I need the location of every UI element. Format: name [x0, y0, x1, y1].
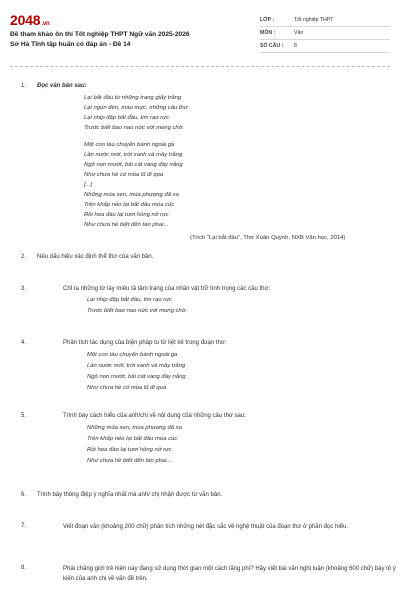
excerpt-line: Rồi hoa đào lại tươi hồng nở rực	[87, 447, 172, 453]
poem-line: Trên khắp nẻo lại bắt đầu mùa cúc	[84, 202, 175, 208]
question-text: Trình bày cách hiểu của anh/chị về nội dung của những câu thơ sau:	[63, 413, 246, 419]
question-text: Phân tích tác dụng của biện pháp tu từ liệt kê trong đoạn thơ:	[63, 340, 227, 346]
exam-meta	[260, 14, 390, 53]
poem-line: Trước biết bao nao nức với mong chờ.	[84, 125, 184, 131]
meta-key: LỚP :	[260, 17, 275, 23]
question-text: Chỉ ra những từ láy miêu tả tâm trạng của nhân vật trữ tình trong các câu thơ:	[63, 286, 271, 292]
excerpt-line: Ngõ non mướt, bãi cát vàng đầy nắng	[87, 374, 186, 380]
site-logo[interactable]	[10, 12, 49, 32]
excerpt-line: Lại nhịp đập bắt đầu, tim rạo rực	[87, 297, 172, 303]
excerpt-line: Lần nước mới, trời xanh và mây trắng	[87, 363, 186, 369]
question-number: 7.	[21, 523, 27, 529]
poem-line: Như chưa hề biết đến tàn phai...	[84, 222, 169, 228]
question-text: Phải chăng giới trẻ hiện nay đang sử dụng thời gian một cách lãng phí? Hãy viết bài văn nghị luận (khoảng 600 chữ) bày tỏ ý kiến của anh chị về vấn đề trên.	[63, 566, 396, 582]
meta-row-subject	[260, 27, 390, 40]
excerpt-line: Như chưa hề biết đến tàn phai...	[87, 458, 172, 464]
exam-title: Đề tham khảo ôn thi Tốt nghiệp THPT Ngữ văn 2025-2026	[10, 31, 190, 38]
question-text: Đọc văn bản sau:	[37, 83, 87, 89]
question-number: 8.	[21, 565, 27, 571]
poem-citation: (Trích "Lại bắt đầu", Thơ Xuân Quỳnh, NXB Văn học, 2014)	[190, 235, 346, 241]
question-number: 1.	[21, 83, 27, 89]
poem-line: Lại bắt đầu từ những trang giấy trắng	[84, 95, 182, 101]
poem-line: Như chưa hề có mùa lũ đi qua	[84, 172, 164, 178]
excerpt-line: Một con tàu chuyển bánh ngoài ga	[87, 352, 178, 358]
poem-line: Lại nhịp đập bắt đầu, tim rạo rực	[84, 115, 169, 121]
poem-line: Lại ngọn đèn, màu mực, những câu thơ	[84, 105, 188, 111]
meta-key: SỐ CÂU :	[260, 43, 284, 49]
excerpt-line: Những mùa sen, mùa phượng đã xa	[87, 425, 182, 431]
meta-row-count	[260, 40, 390, 53]
excerpt-line: Như chưa hề có mùa lũ đi qua	[87, 385, 167, 391]
excerpt-line: Trên khắp nẻo lại bắt đầu mùa cúc	[87, 436, 178, 442]
header-divider	[10, 66, 390, 67]
question-number: 4.	[21, 340, 27, 346]
poem-line: Một con tàu chuyển bánh ngoài ga	[84, 142, 175, 148]
meta-row-class	[260, 14, 390, 27]
question-number: 6.	[21, 492, 27, 498]
poem-line: [...]	[84, 182, 93, 188]
question-number: 5.	[21, 413, 27, 419]
logo-tld: .vn	[41, 21, 50, 27]
question-text: Viết đoạn văn (khoảng 200 chữ) phân tích những nét đặc sắc về nghệ thuật của đoạn thơ ở phần đọc hiểu.	[63, 524, 348, 530]
logo-main: 2048	[10, 12, 41, 28]
question-text: Trình bày thông điệp ý nghĩa nhất mà anh/ chị nhận được từ văn bản.	[37, 492, 223, 498]
meta-value: Văn	[294, 30, 304, 36]
question-text: Nêu dấu hiệu xác định thể thơ của văn bản.	[37, 254, 154, 260]
exam-subtitle: Sở Hà Tĩnh tập huấn có đáp án - Đề 14	[10, 41, 131, 48]
poem-line: Những mùa sen, mùa phượng đã xa	[84, 192, 179, 198]
page-header	[10, 12, 390, 60]
meta-value: Tốt nghiệp THPT	[294, 17, 334, 23]
meta-value: 8	[294, 43, 297, 49]
meta-key: MÔN :	[260, 30, 276, 36]
poem-line: Rồi hoa đào lại tươi hồng nở rực	[84, 212, 169, 218]
excerpt-line: Trước biết bao nao nức với mong chờ.	[87, 308, 187, 314]
question-number: 3.	[21, 286, 27, 292]
poem-line: Lần nước mới, trời xanh và mây trắng	[84, 152, 183, 158]
question-number: 2.	[21, 254, 27, 260]
poem-line: Ngõ non mướt, bãi cát vàng đầy nắng	[84, 162, 183, 168]
